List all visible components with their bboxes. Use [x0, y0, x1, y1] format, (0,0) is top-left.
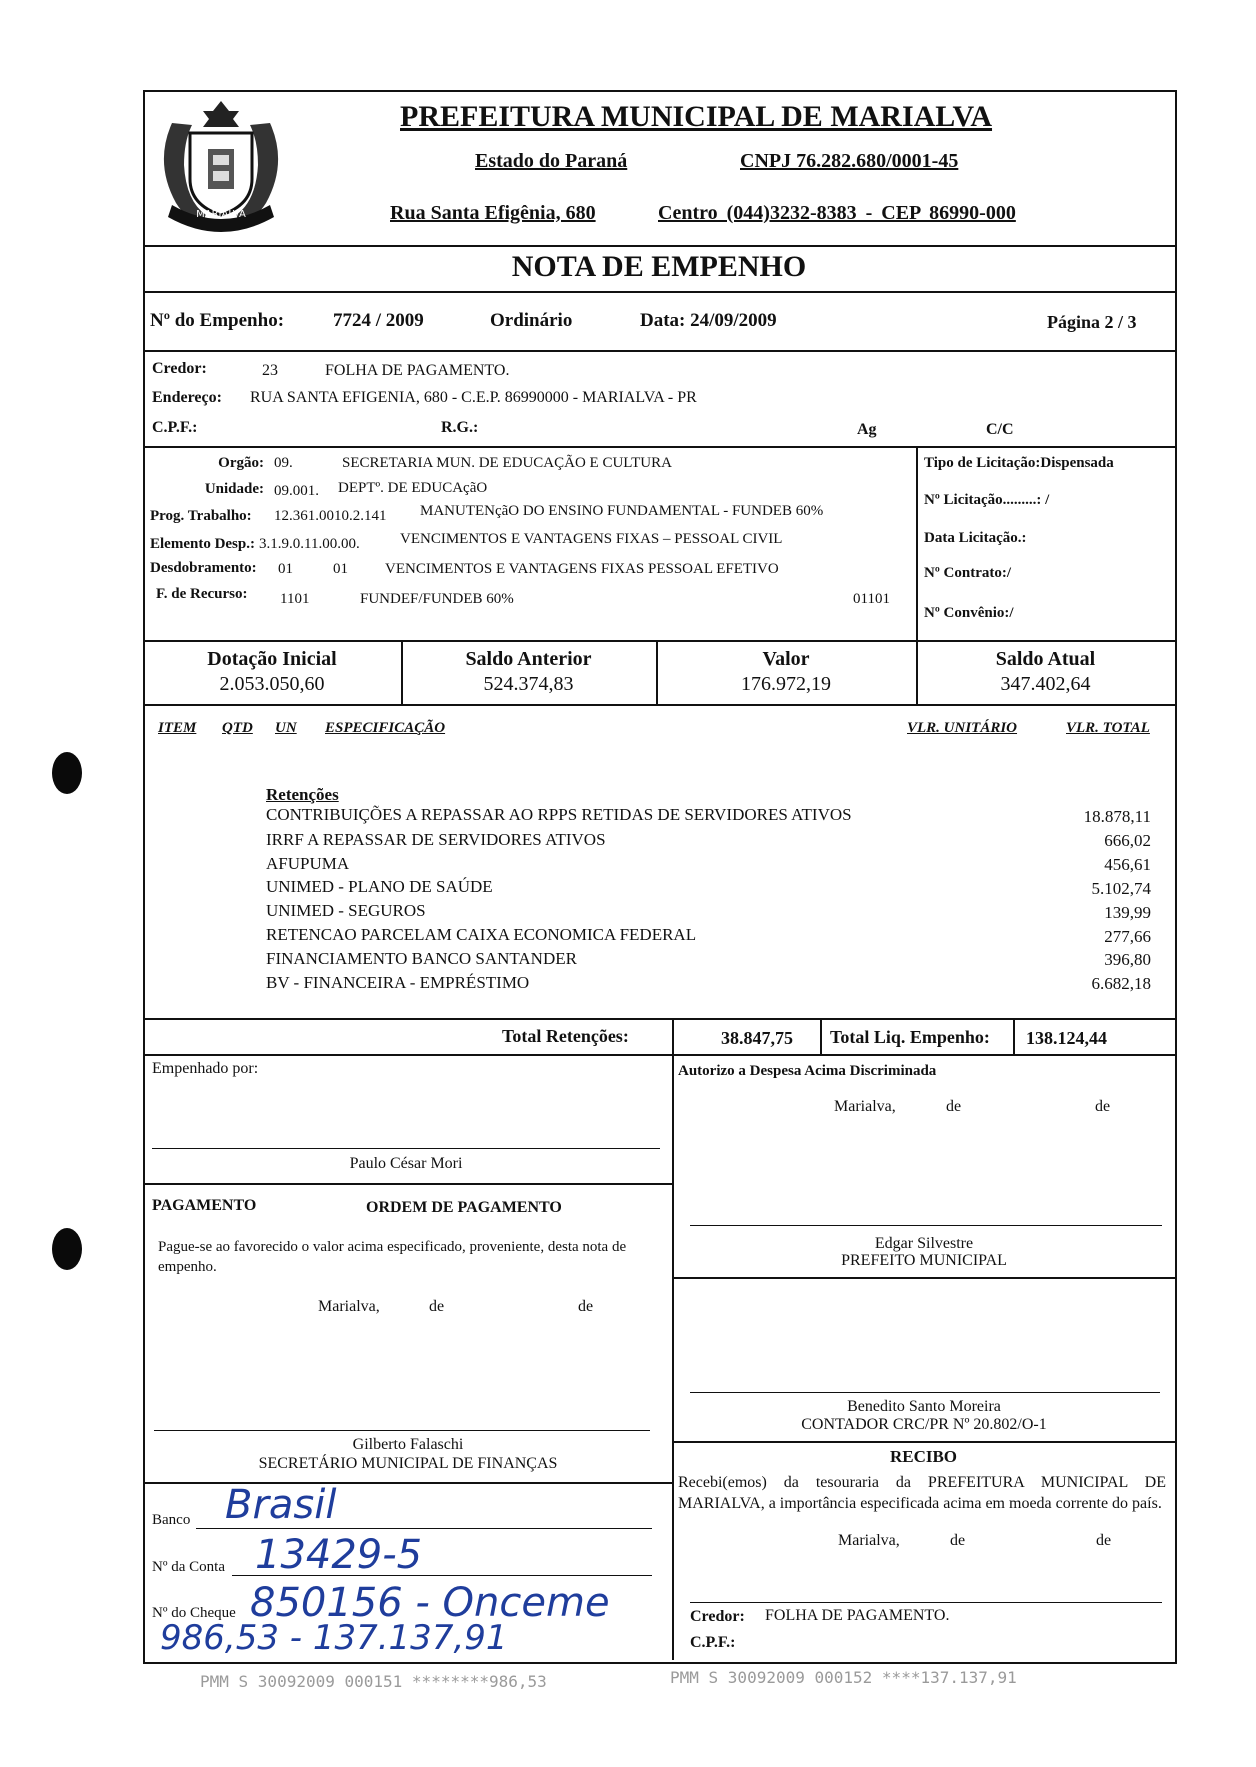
- list-item-value: 277,66: [1104, 927, 1151, 946]
- recurso-name: FUNDEF/FUNDEB 60%: [360, 591, 514, 607]
- licitacao-data: Data Licitação.:: [924, 530, 1027, 546]
- empenho-label: Nº do Empenho:: [150, 310, 285, 331]
- header-contact: Centro (044)3232-8383 - CEP 86990-000: [658, 202, 1016, 224]
- empenho-type: Ordinário: [490, 310, 573, 331]
- contador-divider: [672, 1441, 1175, 1443]
- list-item-desc: FINANCIAMENTO BANCO SANTANDER: [266, 949, 577, 968]
- cheque-handwritten: 850156 - Onceme: [250, 1580, 610, 1626]
- valor-label: Valor: [762, 648, 810, 670]
- desdobramento-code-2: 01: [333, 561, 348, 577]
- autorizo-de-1: de: [946, 1098, 962, 1115]
- extra-handwritten: 986,53 - 137.137,91: [160, 1618, 508, 1658]
- header-street: Rua Santa Efigênia, 680: [390, 202, 596, 224]
- retencoes-heading: Retenções: [266, 785, 339, 804]
- cpf-label: C.P.F.:: [152, 419, 198, 436]
- list-item-value: 396,80: [1104, 950, 1151, 969]
- stamp-right: PMM S 30092009 000152 ****137.137,91: [670, 1668, 1017, 1687]
- recurso-label: F. de Recurso:: [156, 586, 248, 602]
- recibo-credor-name: FOLHA DE PAGAMENTO.: [765, 1607, 950, 1624]
- autorizo-signature-line: [690, 1225, 1162, 1226]
- cheque-label: Nº do Cheque: [152, 1605, 236, 1621]
- list-item-value: 139,99: [1104, 903, 1151, 922]
- desdobramento-name: VENCIMENTOS E VANTAGENS FIXAS PESSOAL EFETIVO: [385, 561, 779, 577]
- autorizo-city: Marialva,: [834, 1098, 896, 1115]
- total-retencoes-label: Total Retenções:: [502, 1026, 629, 1046]
- banco-line: [196, 1528, 652, 1529]
- col-vlr-unitario: VLR. UNITÁRIO: [907, 720, 1018, 736]
- unidade-name: DEPTº. DE EDUCAçãO: [338, 480, 488, 496]
- list-item-desc: RETENCAO PARCELAM CAIXA ECONOMICA FEDERAL: [266, 925, 697, 944]
- conta-handwritten: 13429-5: [255, 1532, 423, 1578]
- col-item: ITEM: [158, 720, 197, 736]
- prefeito-role: PREFEITO MUNICIPAL: [841, 1252, 1007, 1269]
- prog-label: Prog. Trabalho:: [150, 508, 252, 524]
- recibo-signature-line: [690, 1602, 1162, 1603]
- elemento-code: 3.1.9.0.11.00.00.: [259, 536, 360, 552]
- list-item-desc: AFUPUMA: [266, 854, 350, 873]
- recibo-cpf-label: C.P.F.:: [690, 1634, 736, 1651]
- totals-divider: [143, 704, 1175, 706]
- pagamento-label: PAGAMENTO: [152, 1197, 257, 1214]
- recurso-code: 1101: [280, 591, 310, 607]
- banco-label: Banco: [152, 1512, 191, 1528]
- dotacao-value: 2.053.050,60: [219, 673, 325, 695]
- credor-divider: [143, 446, 1175, 448]
- credor-code: 23: [262, 362, 278, 379]
- list-item-desc: IRRF A REPASSAR DE SERVIDORES ATIVOS: [266, 830, 606, 849]
- banco-handwritten: Brasil: [225, 1482, 337, 1528]
- list-item-desc: BV - FINANCEIRA - EMPRÉSTIMO: [266, 973, 530, 992]
- secretario-role: SECRETÁRIO MUNICIPAL DE FINANÇAS: [258, 1455, 558, 1472]
- header-cnpj: CNPJ 76.282.680/0001-45: [740, 150, 959, 172]
- secretario-signature-line: [154, 1430, 650, 1431]
- list-item-value: 18.878,11: [1083, 807, 1151, 826]
- saldo-atual-label: Saldo Atual: [995, 648, 1096, 670]
- signature-vertical-divider: [672, 1054, 674, 1660]
- stamp-left: PMM S 30092009 000151 ********986,53: [200, 1672, 547, 1691]
- secretario-divider: [143, 1482, 673, 1484]
- seal-ribbon-text: MARIALVA: [196, 209, 246, 220]
- empenho-divider: [143, 350, 1175, 352]
- contador-signature-line: [690, 1392, 1160, 1393]
- credor-name: FOLHA DE PAGAMENTO.: [325, 362, 510, 379]
- empenho-number: 7724 / 2009: [333, 310, 424, 331]
- header-title: PREFEITURA MUNICIPAL DE MARIALVA: [400, 100, 993, 133]
- address-label: Endereço:: [152, 389, 222, 406]
- orgao-label: Orgão:: [218, 455, 264, 471]
- retencoes-total-div-1: [672, 1018, 674, 1054]
- unidade-label: Unidade:: [204, 481, 264, 497]
- col-vlr-total: VLR. TOTAL: [1066, 720, 1150, 736]
- list-item-value: 456,61: [1104, 855, 1151, 874]
- retencoes-total-top: [143, 1018, 1175, 1020]
- list-item-desc: UNIMED - PLANO DE SAÚDE: [266, 877, 493, 896]
- autorizo-label: Autorizo a Despesa Acima Discriminada: [678, 1063, 937, 1079]
- valor-value: 176.972,19: [741, 673, 831, 695]
- empenho-date: Data: 24/09/2009: [640, 310, 777, 331]
- list-item-desc: CONTRIBUIÇÕES A REPASSAR AO RPPS RETIDAS DE SERVIDORES ATIVOS: [266, 805, 852, 824]
- retencoes-total-bottom: [143, 1054, 1175, 1056]
- desdobramento-label: Desdobramento:: [150, 560, 257, 576]
- rg-label: R.G.:: [441, 419, 479, 436]
- licitacao-tipo: Tipo de Licitação:Dispensada: [924, 455, 1114, 471]
- recibo-city: Marialva,: [838, 1532, 900, 1549]
- list-item-desc: UNIMED - SEGUROS: [266, 901, 426, 920]
- orgao-code: 09.: [274, 455, 293, 471]
- header-state: Estado do Paraná: [475, 150, 628, 172]
- page-number: Página 2 / 3: [1047, 312, 1137, 332]
- retencoes-total-div-3: [1013, 1018, 1015, 1054]
- prog-code: 12.361.0010.2.141: [274, 508, 387, 524]
- credor-label: Credor:: [152, 360, 207, 377]
- recibo-credor-label: Credor:: [690, 1608, 745, 1625]
- col-qtd: QTD: [222, 720, 253, 736]
- cc-label: C/C: [986, 421, 1014, 438]
- list-item-value: 666,02: [1104, 831, 1151, 850]
- pagamento-de-1: de: [429, 1298, 445, 1315]
- unidade-code: 09.001.: [274, 483, 319, 499]
- budget-divider: [143, 640, 1175, 642]
- recurso-code-2: 01101: [853, 591, 890, 607]
- desdobramento-code-1: 01: [278, 561, 293, 577]
- recibo-de-1: de: [950, 1532, 966, 1549]
- licitacao-convenio: Nº Convênio:/: [924, 605, 1014, 621]
- contador-role: CONTADOR CRC/PR Nº 20.802/O-1: [801, 1416, 1047, 1433]
- orgao-name: SECRETARIA MUN. DE EDUCAÇÃO E CULTURA: [342, 455, 672, 471]
- retencoes-total-div-2: [820, 1018, 822, 1054]
- secretario-name: Gilberto Falaschi: [352, 1436, 464, 1453]
- prefeito-name: Edgar Silvestre: [874, 1235, 974, 1252]
- prog-name: MANUTENçãO DO ENSINO FUNDAMENTAL - FUNDEB 60%: [420, 503, 824, 519]
- empenhado-name: Paulo César Mori: [349, 1155, 463, 1172]
- licitacao-contrato: Nº Contrato:/: [924, 565, 1012, 581]
- total-retencoes-value: 38.847,75: [721, 1028, 793, 1048]
- elemento-name: VENCIMENTOS E VANTAGENS FIXAS – PESSOAL CIVIL: [400, 531, 783, 547]
- licitacao-numero: Nº Licitação.........: /: [924, 492, 1050, 508]
- contador-name: Benedito Santo Moreira: [847, 1398, 1001, 1415]
- saldo-atual-value: 347.402,64: [1000, 673, 1091, 695]
- document-title: NOTA DE EMPENHO: [511, 250, 807, 283]
- punch-hole-bottom: [52, 1228, 82, 1270]
- ag-label: Ag: [857, 421, 877, 438]
- saldo-anterior-value: 524.374,83: [483, 673, 574, 695]
- saldo-anterior-label: Saldo Anterior: [465, 648, 592, 670]
- empenhado-signature-line: [152, 1148, 660, 1149]
- pagamento-de-2: de: [578, 1298, 594, 1315]
- recibo-label: RECIBO: [889, 1447, 958, 1466]
- elemento-label: Elemento Desp.:: [150, 536, 255, 552]
- credor-address: RUA SANTA EFIGENIA, 680 - C.E.P. 86990000 - MARIALVA - PR: [250, 389, 697, 406]
- pagamento-city: Marialva,: [318, 1298, 380, 1315]
- dotacao-label: Dotação Inicial: [207, 648, 337, 670]
- empenhado-label: Empenhado por:: [152, 1060, 259, 1077]
- total-liq-value: 138.124,44: [1026, 1028, 1107, 1048]
- list-item-value: 5.102,74: [1091, 879, 1151, 898]
- punch-hole-top: [52, 752, 82, 794]
- col-un: UN: [275, 720, 297, 736]
- autorizo-divider: [672, 1277, 1175, 1279]
- pagamento-text: Pague-se ao favorecido o valor acima especificado, proveniente, desta nota de empenho.: [158, 1239, 627, 1275]
- list-item-value: 6.682,18: [1091, 974, 1151, 993]
- total-liq-label: Total Liq. Empenho:: [830, 1027, 990, 1047]
- municipal-seal: [150, 93, 292, 236]
- col-especificacao: ESPECIFICAÇÃO: [325, 720, 446, 736]
- ordem-pagamento-label: ORDEM DE PAGAMENTO: [366, 1199, 562, 1216]
- header-divider: [143, 245, 1175, 247]
- autorizo-de-2: de: [1095, 1098, 1111, 1115]
- recibo-text: Recebi(emos) da tesouraria da PREFEITURA MUNICIPAL DE MARIALVA, a importância especificada acima em moeda corrente do país.: [678, 1474, 1166, 1512]
- budget-vertical-divider: [916, 446, 918, 640]
- empenhado-divider: [143, 1183, 673, 1185]
- recibo-de-2: de: [1096, 1532, 1112, 1549]
- title-divider: [143, 291, 1175, 293]
- conta-label: Nº da Conta: [152, 1559, 225, 1575]
